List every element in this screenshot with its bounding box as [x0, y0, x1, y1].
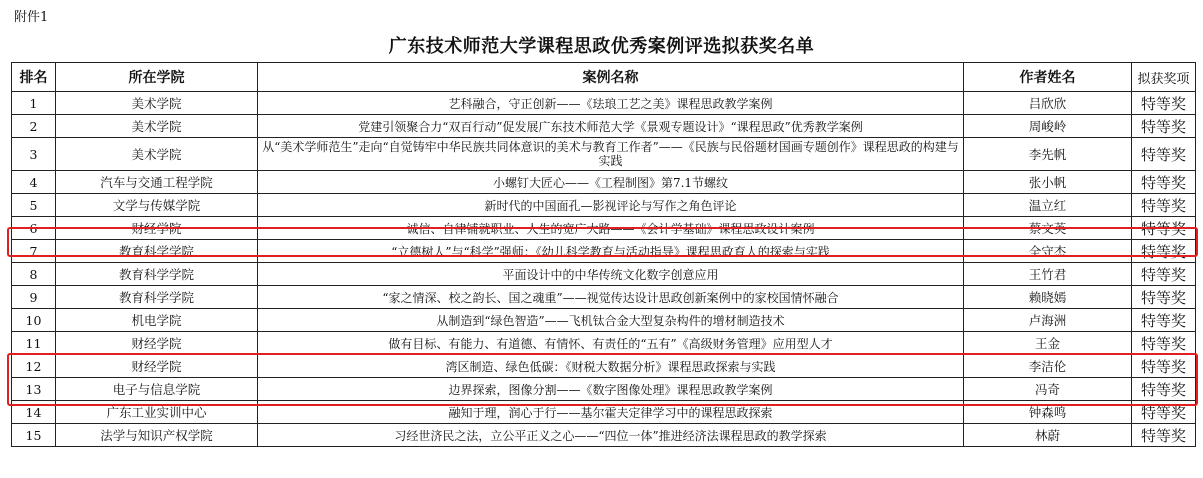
college-cell: 美术学院	[56, 138, 258, 171]
rank-cell: 5	[12, 194, 56, 217]
college-cell: 教育科学学院	[56, 240, 258, 263]
case-name-cell: 习经世济民之法，立公平正义之心——“四位一体”推进经济法课程思政的教学探索	[258, 424, 964, 447]
college-cell: 文学与传媒学院	[56, 194, 258, 217]
college-cell: 机电学院	[56, 309, 258, 332]
author-cell: 钟森鸣	[964, 401, 1132, 424]
table-row	[12, 355, 1196, 378]
table-row	[12, 240, 1196, 263]
rank-cell: 1	[12, 92, 56, 115]
award-cell: 特等奖	[1132, 217, 1196, 240]
case-name-cell: 平面设计中的中华传统文化数字创意应用	[258, 263, 964, 286]
award-cell: 特等奖	[1132, 401, 1196, 424]
case-name-cell: 诚信、自律铺就职业、人生的宽广大路——《会计学基础》课程思政设计案例	[258, 217, 964, 240]
author-cell: 周峻岭	[964, 115, 1132, 138]
award-cell: 特等奖	[1132, 240, 1196, 263]
case-name-cell: 小螺钉大匠心——《工程制图》第7.1节螺纹	[258, 171, 964, 194]
case-name-cell: 艺科融合，守正创新——《珐琅工艺之美》课程思政教学案例	[258, 92, 964, 115]
header-award: 拟获奖项	[1132, 63, 1196, 92]
author-cell: 王竹君	[964, 263, 1132, 286]
table-row	[12, 115, 1196, 138]
case-name-cell: 从“美术学师范生”走向“自觉铸牢中华民族共同体意识的美术与教育工作者”——《民族与民俗题材国画专题创作》课程思政的构建与实践	[258, 138, 964, 171]
author-cell: 吕欣欣	[964, 92, 1132, 115]
rank-cell: 12	[12, 355, 56, 378]
table-row	[12, 378, 1196, 401]
author-cell: 卢海洲	[964, 309, 1132, 332]
header-row	[12, 63, 1196, 92]
college-cell: 财经学院	[56, 332, 258, 355]
case-name-cell: 融知于理，润心于行——基尔霍夫定律学习中的课程思政探索	[258, 401, 964, 424]
author-cell: 李先帆	[964, 138, 1132, 171]
case-name-cell: “家之情深、校之韵长、国之魂重”——视觉传达设计思政创新案例中的家校国情怀融合	[258, 286, 964, 309]
table-row	[12, 92, 1196, 115]
header-college: 所在学院	[56, 63, 258, 92]
award-cell: 特等奖	[1132, 138, 1196, 171]
college-cell: 电子与信息学院	[56, 378, 258, 401]
rank-cell: 3	[12, 138, 56, 171]
rank-cell: 11	[12, 332, 56, 355]
rank-cell: 8	[12, 263, 56, 286]
college-cell: 财经学院	[56, 217, 258, 240]
award-cell: 特等奖	[1132, 286, 1196, 309]
award-cell: 特等奖	[1132, 92, 1196, 115]
award-table	[11, 62, 1196, 447]
case-name-cell: 新时代的中国面孔—影视评论与写作之角色评论	[258, 194, 964, 217]
author-cell: 林蔚	[964, 424, 1132, 447]
author-cell: 王金	[964, 332, 1132, 355]
case-name-cell: “立德树人”与“科学”强师：《幼儿科学教育与活动指导》课程思政育人的探索与实践	[258, 240, 964, 263]
award-cell: 特等奖	[1132, 424, 1196, 447]
award-cell: 特等奖	[1132, 355, 1196, 378]
college-cell: 美术学院	[56, 115, 258, 138]
table-row	[12, 401, 1196, 424]
table-row	[12, 424, 1196, 447]
author-cell: 张小帆	[964, 171, 1132, 194]
rank-cell: 7	[12, 240, 56, 263]
header-case-name: 案例名称	[258, 63, 964, 92]
college-cell: 美术学院	[56, 92, 258, 115]
case-name-cell: 湾区制造、绿色低碳：《财税大数据分析》课程思政探索与实践	[258, 355, 964, 378]
rank-cell: 15	[12, 424, 56, 447]
attachment-label: 附件1	[14, 10, 49, 25]
author-cell: 赖晓嫣	[964, 286, 1132, 309]
rank-cell: 14	[12, 401, 56, 424]
table-row	[12, 332, 1196, 355]
college-cell: 教育科学学院	[56, 286, 258, 309]
table-row	[12, 171, 1196, 194]
author-cell: 冯奇	[964, 378, 1132, 401]
rank-cell: 13	[12, 378, 56, 401]
rank-cell: 9	[12, 286, 56, 309]
case-name-cell: 做有目标、有能力、有道德、有情怀、有责任的“五有”《高级财务管理》应用型人才	[258, 332, 964, 355]
case-name-cell: 从制造到“绿色智造”——飞机钛合金大型复杂构件的增材制造技术	[258, 309, 964, 332]
award-cell: 特等奖	[1132, 115, 1196, 138]
rank-cell: 6	[12, 217, 56, 240]
award-cell: 特等奖	[1132, 309, 1196, 332]
college-cell: 法学与知识产权学院	[56, 424, 258, 447]
table-row	[12, 217, 1196, 240]
award-cell: 特等奖	[1132, 332, 1196, 355]
award-cell: 特等奖	[1132, 194, 1196, 217]
author-cell: 全守杰	[964, 240, 1132, 263]
case-name-cell: 党建引领聚合力“双百行动”促发展广东技术师范大学《景观专题设计》“课程思政”优秀教学案例	[258, 115, 964, 138]
table-row	[12, 286, 1196, 309]
rank-cell: 4	[12, 171, 56, 194]
document-title: 广东技术师范大学课程思政优秀案例评选拟获奖名单	[388, 36, 815, 57]
author-cell: 蔡文英	[964, 217, 1132, 240]
header-rank: 排名	[12, 63, 56, 92]
table-row	[12, 194, 1196, 217]
college-cell: 教育科学学院	[56, 263, 258, 286]
college-cell: 广东工业实训中心	[56, 401, 258, 424]
rank-cell: 2	[12, 115, 56, 138]
author-cell: 温立红	[964, 194, 1132, 217]
header-author: 作者姓名	[964, 63, 1132, 92]
award-cell: 特等奖	[1132, 378, 1196, 401]
table-row	[12, 263, 1196, 286]
award-cell: 特等奖	[1132, 171, 1196, 194]
author-cell: 李洁伦	[964, 355, 1132, 378]
award-cell: 特等奖	[1132, 263, 1196, 286]
college-cell: 汽车与交通工程学院	[56, 171, 258, 194]
rank-cell: 10	[12, 309, 56, 332]
case-name-cell: 边界探索，图像分割——《数字图像处理》课程思政教学案例	[258, 378, 964, 401]
table-row	[12, 309, 1196, 332]
college-cell: 财经学院	[56, 355, 258, 378]
table-row	[12, 138, 1196, 171]
